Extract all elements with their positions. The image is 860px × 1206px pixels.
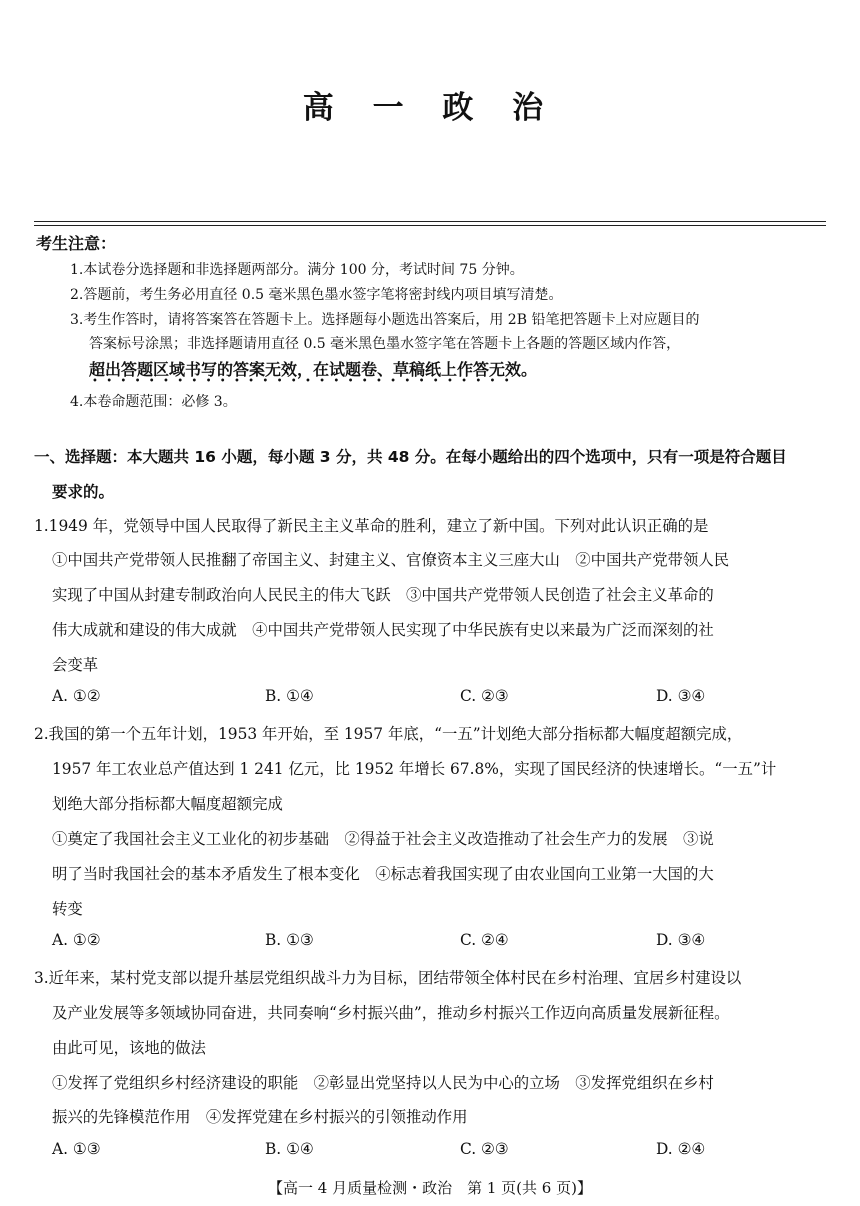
question-2-line: 划绝大部分指标都大幅度超额完成 [52,795,283,813]
question-3-line: ①发挥了党组织乡村经济建设的职能 ②彰显出党坚持以人民为中心的立场 ③发挥党组织在乡村 [52,1074,714,1092]
section-heading: 一、选择题：本大题共 16 小题，每小题 3 分，共 48 分。在每小题给出的四个选项中，只有一项是符合题目 [34,448,787,466]
header-rule [34,221,826,222]
option-a: A. ①③ [52,1140,101,1158]
option-c: C. ②③ [460,687,509,705]
notice-line: 2.答题前，考生务必用直径 0.5 毫米黑色墨水签字笔将密封线内项目填写清楚。 [70,287,563,303]
section-heading-cont: 要求的。 [52,483,115,501]
question-1-line: 会变革 [52,656,99,674]
question-2-line: ①奠定了我国社会主义工业化的初步基础 ②得益于社会主义改造推动了社会生产力的发展 ③说 [52,830,714,848]
option-d: D. ②④ [656,1140,706,1158]
notice-line: 4.本卷命题范围：必修 3。 [70,394,237,410]
notice-line: 3.考生作答时，请将答案答在答题卡上。选择题每小题选出答案后，用 2B 铅笔把答题卡上对应题目的 [70,312,700,328]
option-d: D. ③④ [656,931,706,949]
notice-heading: 考生注意： [36,234,117,253]
option-c: C. ②④ [460,931,509,949]
question-3-stem: 3.近年来，某村党支部以提升基层党组织战斗力为目标，团结带领全体村民在乡村治理、宜居乡村建设以 [34,969,742,987]
option-a: A. ①② [52,931,101,949]
question-1-line: 实现了中国从封建专制政治向人民民主的伟大飞跃 ③中国共产党带领人民创造了社会主义革命的 [52,586,714,604]
option-b: B. ①④ [265,687,314,705]
emphasis-dots: •••••••••••••••••••••••••••••• [92,376,518,387]
page-title: 高 一 政 治 [302,90,558,126]
question-2-line: 1957 年工农业总产值达到 1 241 亿元，比 1952 年增长 67.8%，实现了国民经济的快速增长。“一五”计 [52,760,777,778]
option-b: B. ①④ [265,1140,314,1158]
question-3-line: 由此可见，该地的做法 [52,1039,206,1057]
notice-emphasis-line: 超出答题区域书写的答案无效，在试题卷、草稿纸上作答无效。 [89,360,538,379]
question-1-line: ①中国共产党带领人民推翻了帝国主义、封建主义、官僚资本主义三座大山 ②中国共产党带领人民 [52,551,730,569]
question-1-stem: 1.1949 年，党领导中国人民取得了新民主主义革命的胜利，建立了新中国。下列对此认识正确的是 [34,517,709,535]
question-3-line: 振兴的先锋模范作用 ④发挥党建在乡村振兴的引领推动作用 [52,1108,468,1126]
notice-line: 1.本试卷分选择题和非选择题两部分。满分 100 分，考试时间 75 分钟。 [70,262,524,278]
option-d: D. ③④ [656,687,706,705]
question-1-line: 伟大成就和建设的伟大成就 ④中国共产党带领人民实现了中华民族有史以来最为广泛而深刻的社 [52,621,714,639]
notice-line: 答案标号涂黑；非选择题请用直径 0.5 毫米黑色墨水签字笔在答题卡上各题的答题区域内作答， [89,336,681,352]
question-3-line: 及产业发展等多领域协同奋进，共同奏响“乡村振兴曲”，推动乡村振兴工作迈向高质量发展新征程。 [52,1004,730,1022]
option-b: B. ①③ [265,931,314,949]
question-2-line: 明了当时我国社会的基本矛盾发生了根本变化 ④标志着我国实现了由农业国向工业第一大国的大 [52,865,714,883]
option-c: C. ②③ [460,1140,509,1158]
option-a: A. ①② [52,687,101,705]
question-2-stem: 2.我国的第一个五年计划，1953 年开始，至 1957 年底，“一五”计划绝大部分指标都大幅度超额完成， [34,725,743,743]
page-footer: 【高一 4 月质量检测・政治 第 1 页(共 6 页)】 [268,1179,592,1197]
question-2-line: 转变 [52,900,83,918]
header-rule-thin [34,225,826,226]
